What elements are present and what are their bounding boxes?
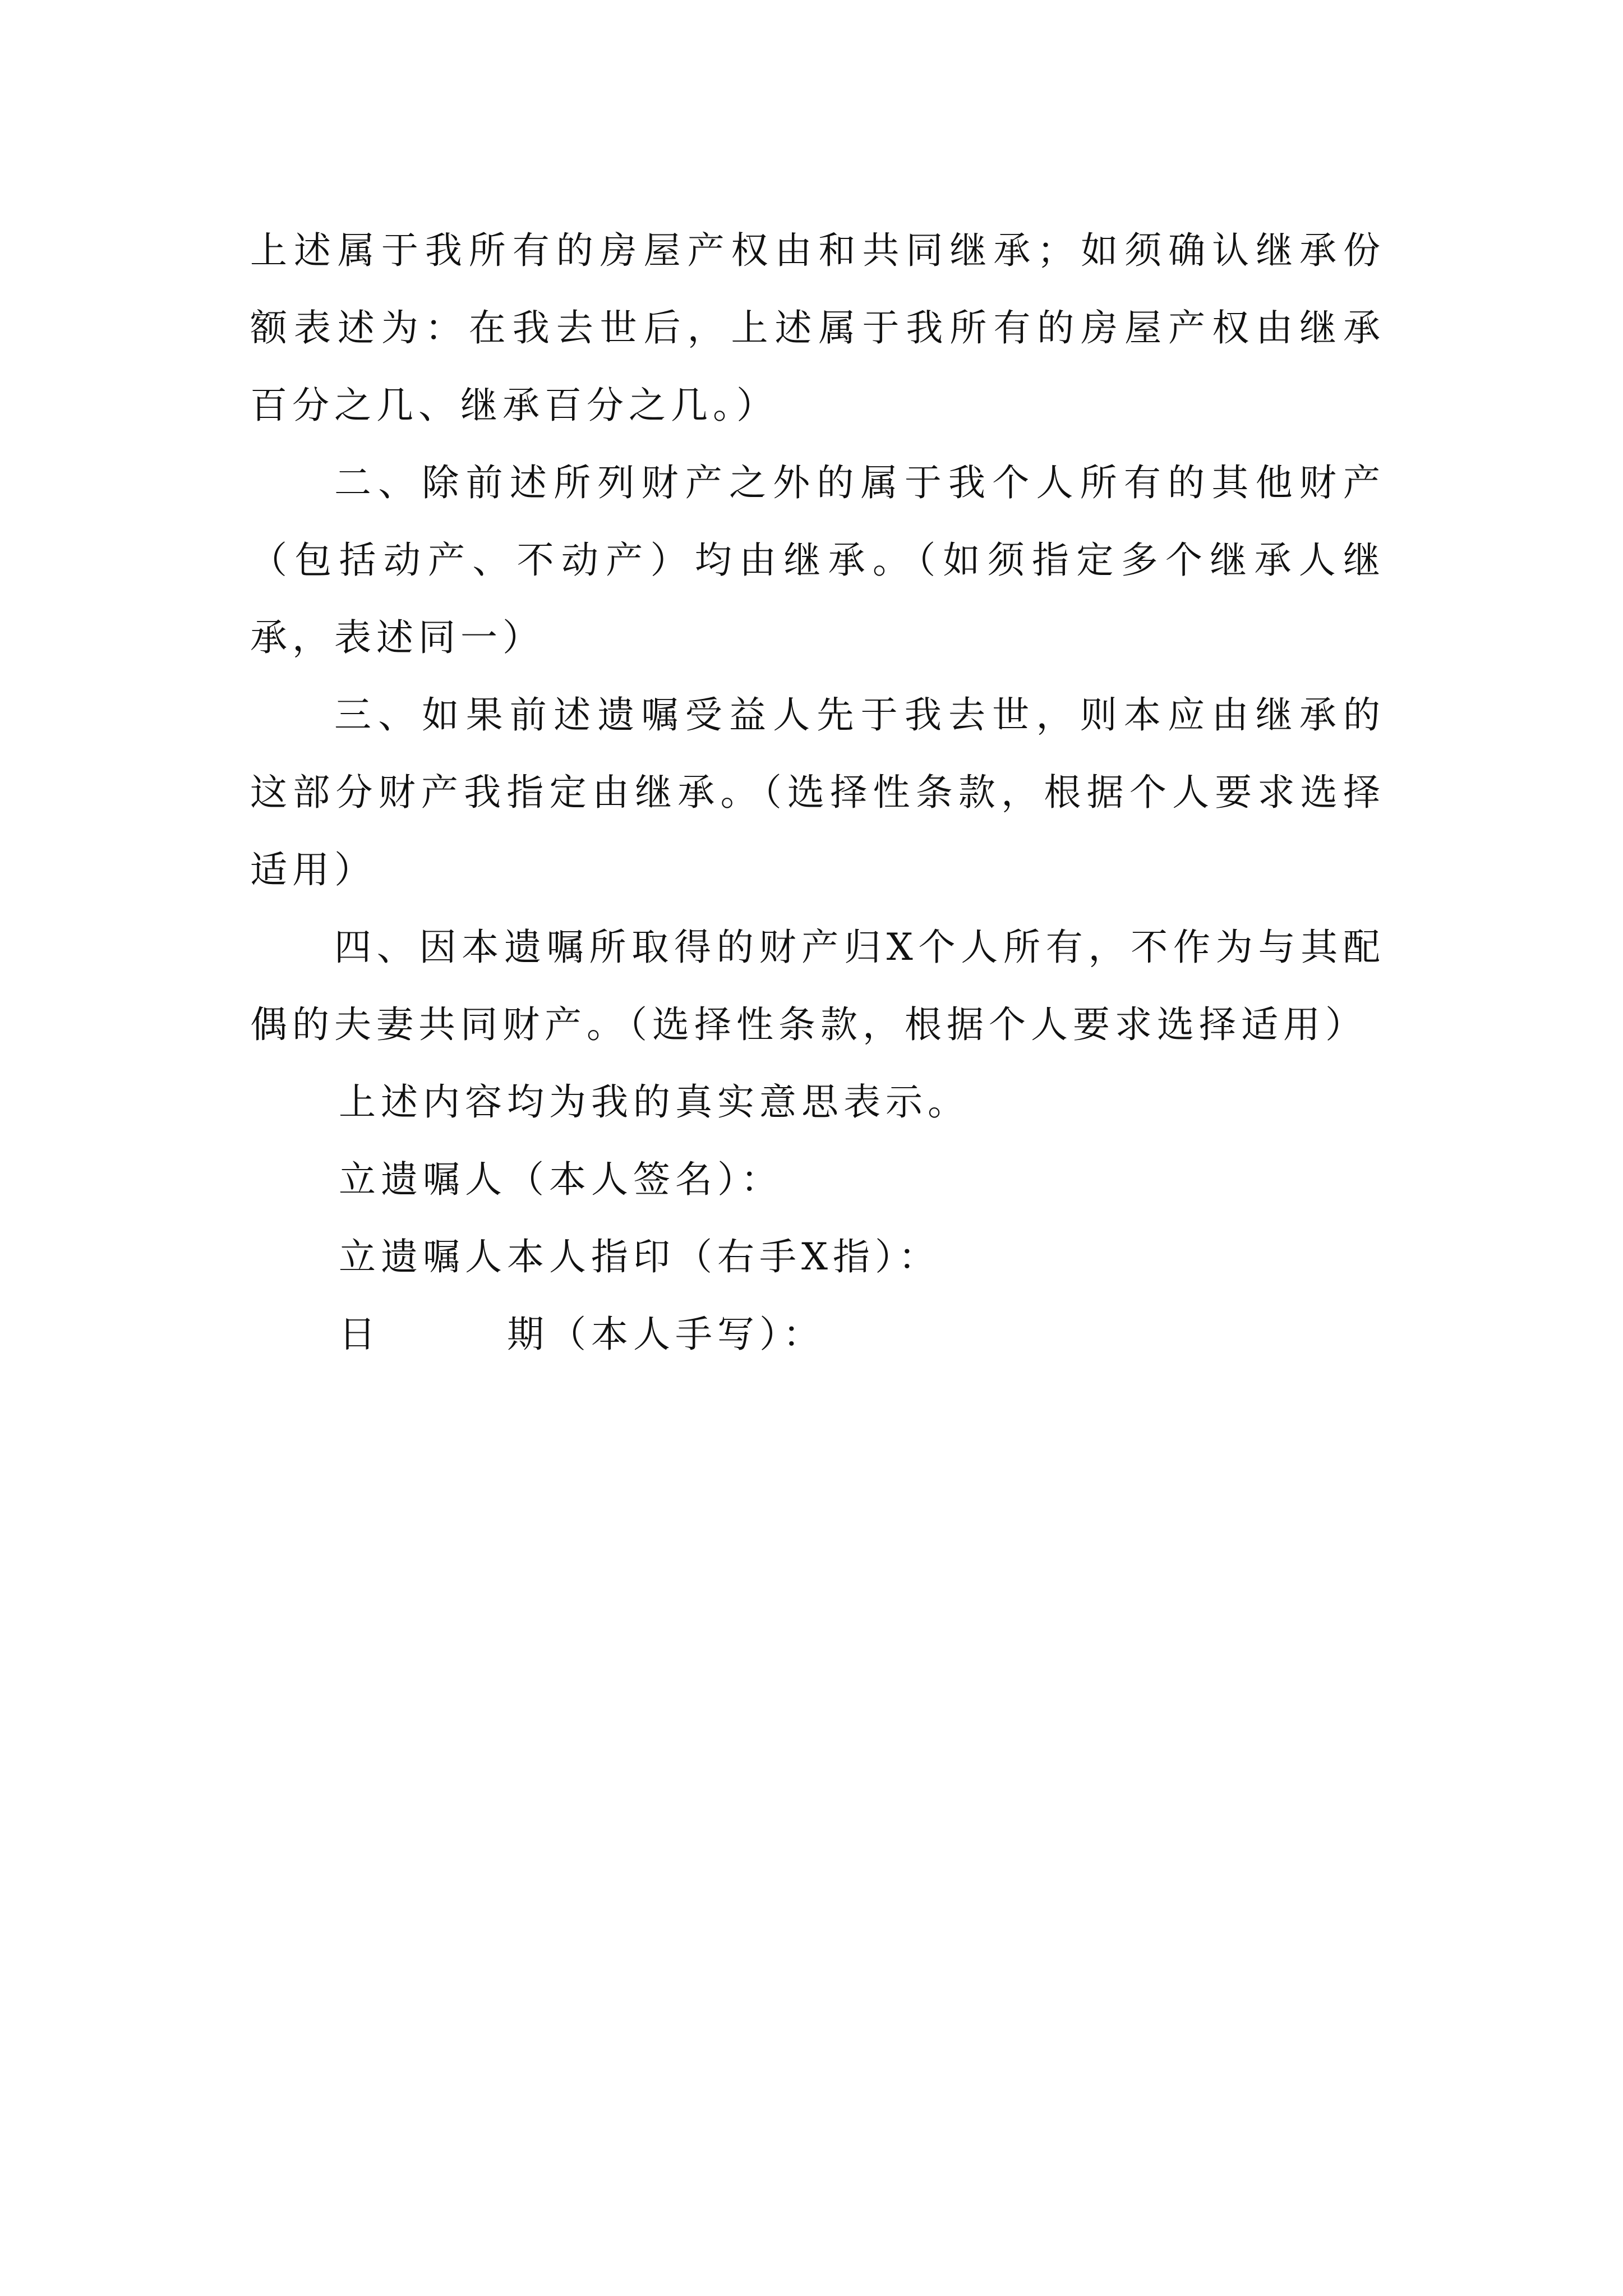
document-body: [250, 212, 1385, 1373]
fingerprint-line: 立遗嘱人本人指印（右手X指）：: [339, 1235, 940, 1278]
declaration-line: 上述内容均为我的真实意思表示。: [339, 1080, 970, 1124]
date-line: [250, 1296, 1385, 1373]
paragraph-clause-four: 四、因本遗嘱所取得的财产归X个人所有，不作为与其配偶的夫妻共同财产。（选择性条款，根据个人要求选择适用）: [250, 926, 1385, 1046]
signature-line: 立遗嘱人（本人签名）：: [339, 1158, 783, 1201]
date-label-rest: 期（本人手写）：: [507, 1313, 825, 1356]
paragraph-continuation: 上述属于我所有的房屋产权由和共同继承；如须确认继承份额表述为：在我去世后，上述属于我所有的房屋产权由继承百分之几、继承百分之几。）: [250, 229, 1385, 427]
paragraph-clause-two: 二、除前述所列财产之外的属于我个人所有的其他财产（包括动产、不动产）均由继承。（如须指定多个继承人继承，表述同一）: [250, 461, 1385, 659]
paragraph-clause-three: 三、如果前述遗嘱受益人先于我去世，则本应由继承的这部分财产我指定由继承。（选择性条款，根据个人要求选择适用）: [250, 693, 1385, 891]
date-label-first-char: 日: [339, 1313, 381, 1356]
